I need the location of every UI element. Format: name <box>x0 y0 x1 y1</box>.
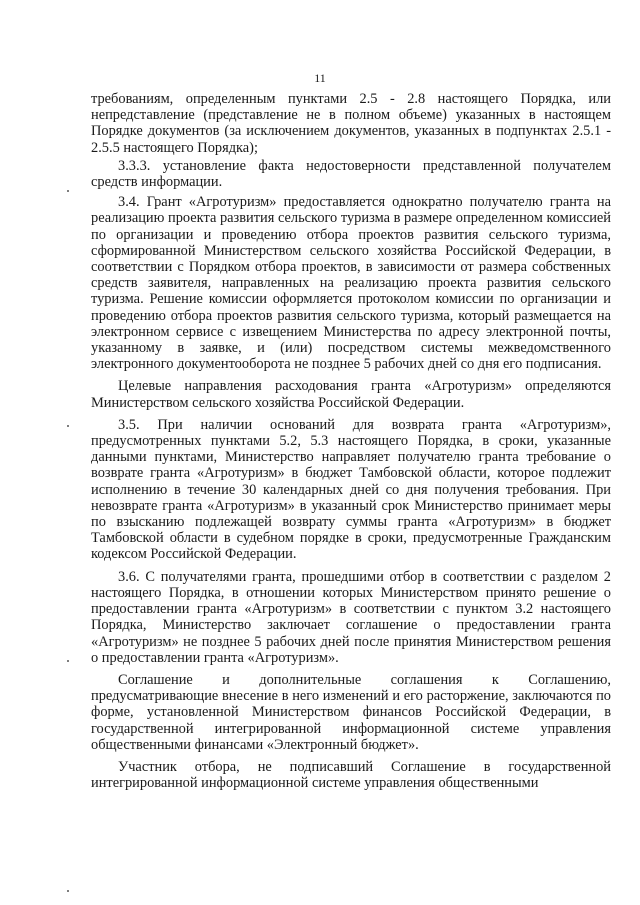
page-number: 11 <box>314 71 326 85</box>
paragraph-target-directions: Целевые направления расходования гранта «Агротуризм» определяются Министерством сельского хозяйства Российской Федерации. <box>91 378 611 411</box>
paragraph-3-3-3: 3.3.3. установление факта недостоверности представленной получателем средств информации. <box>91 157 611 191</box>
scan-mark <box>67 890 69 892</box>
paragraph-3-5: 3.5. При наличии оснований для возврата гранта «Агротуризм», предусмотренных пунктами 5.2, 5.3 настоящего Порядка, в сроки, указанные данными пунктами, Министерство направляет получателю гранта требование о возврате гранта «Агротуризм» в бюджет Тамбовской области, которое подлежит исполнению в течение 30 календарных дней со дня получения требования. При невозврате гранта «Агротуризм» в указанный срок Министерство принимает меры по взысканию подлежащей возврату суммы гранта «Агротуризм» в бюджет Тамбовской области в судебном порядке в сроки, предусмотренные Гражданским кодексом Российской Федерации. <box>91 416 611 563</box>
scan-mark <box>67 425 69 427</box>
paragraph-continuation: требованиям, определенным пунктами 2.5 - 2.8 настоящего Порядка, или непредставление (представление не в полном объеме) указанных в настоящем Порядке документов (за исключением документов, указанных в подпунктах 2.5.1 - 2.5.5 настоящего Порядка); <box>91 91 611 156</box>
document-body <box>91 91 611 791</box>
scan-mark <box>67 660 69 662</box>
paragraph-3-6: 3.6. С получателями гранта, прошедшими отбор в соответствии с разделом 2 настоящего Порядка, в отношении которых Министерством принято решение о предоставлении гранта «Агротуризм» в соответствии с пунктом 3.2 настоящего Порядка, Министерство заключает соглашение о предоставлении гранта «Агротуризм» не позднее 5 рабочих дней после принятия Министерством решения о предоставлении гранта «Агротуризм». <box>91 568 611 666</box>
paragraph-3-4: 3.4. Грант «Агротуризм» предоставляется однократно получателю гранта на реализацию проекта развития сельского туризма в размере определенном комиссией по организации и проведению отбора проектов развития сельского туризма, сформированной Министерством сельского хозяйства Российской Федерации, в соответствии с Порядком отбора проектов, в зависимости от размера собственных средств заявителя, направленных на реализацию проекта развития сельского туризма. Решение комиссии оформляется протоколом комиссии по организации и проведению отбора проектов развития сельского туризма, который размещается на электронном сервисе с извещением Министерства по адресу электронной почты, указанному в заявке, и (или) посредством системы межведомственного электронного документооборота не позднее 5 рабочих дней со дня его подписания. <box>91 194 611 373</box>
paragraph-agreement: Соглашение и дополнительные соглашения к Соглашению, предусматривающие внесение в него изменений и его расторжение, заключаются по форме, установленной Министерством финансов Российской Федерации, в государственной интегрированной информационной системе управления общественными финансами «Электронный бюджет». <box>91 671 611 753</box>
scan-mark <box>67 190 69 192</box>
paragraph-participant: Участник отбора, не подписавший Соглашение в государственной интегрированной информационной системе управления общественными <box>91 758 611 792</box>
